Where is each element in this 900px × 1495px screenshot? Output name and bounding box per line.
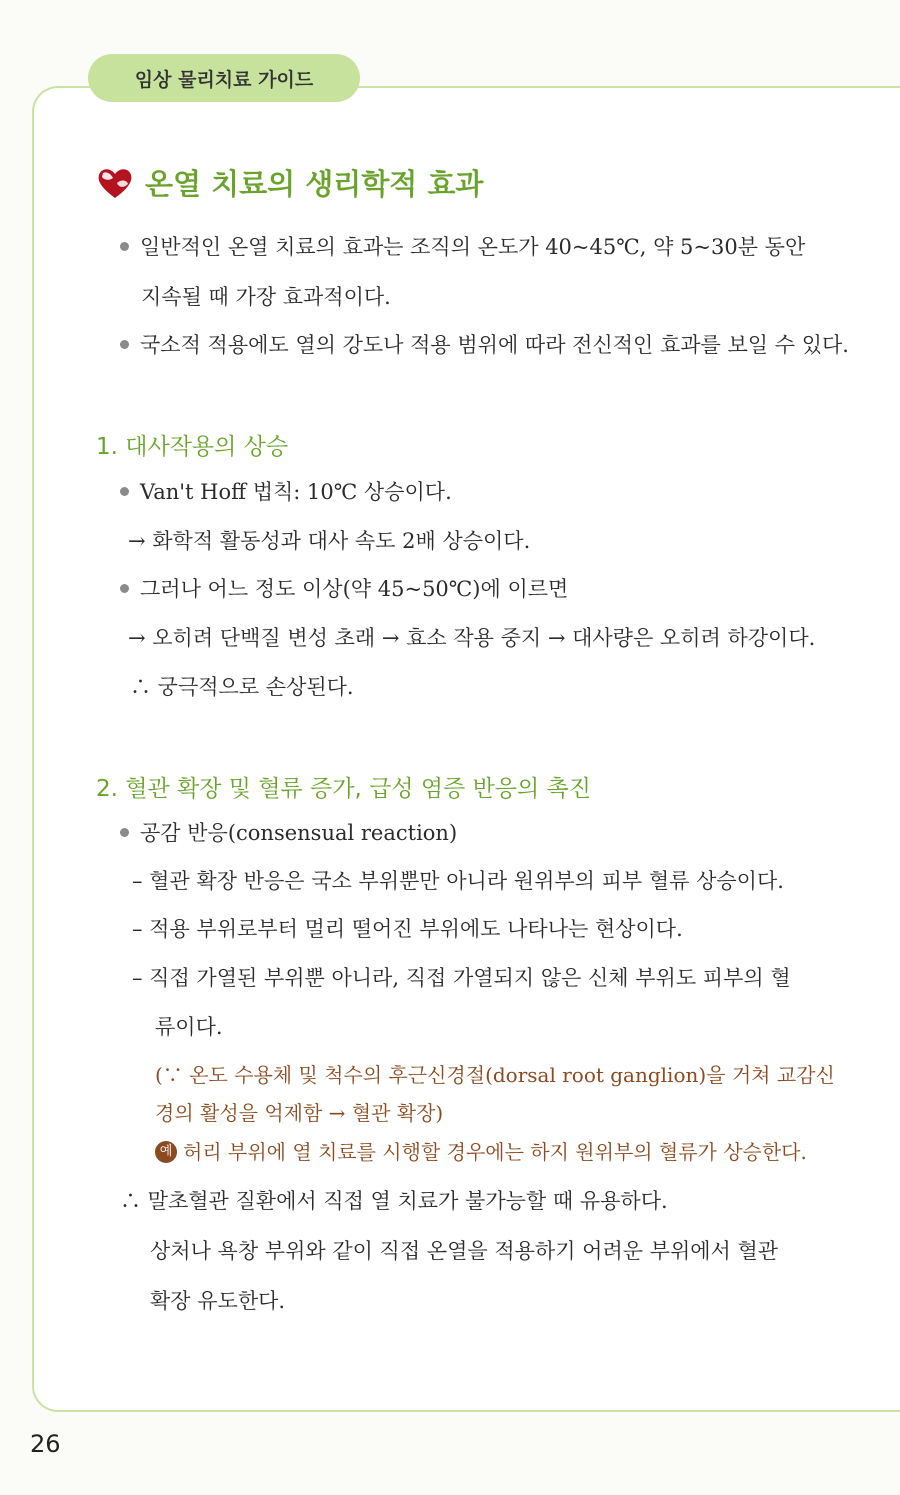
section-1-line-4: → 오히려 단백질 변성 초래 → 효소 작용 중지 → 대사량은 오히려 하강이다. (128, 626, 816, 650)
section-2-line-1-text: 공감 반응(consensual reaction) (140, 821, 458, 845)
section-1-line-1 (120, 477, 452, 507)
intro-bullet-1-text: 일반적인 온열 치료의 효과는 조직의 온도가 40~45℃, 약 5~30분 동안 (140, 235, 806, 259)
example-text: 허리 부위에 열 치료를 시행할 경우에는 하지 원위부의 혈류가 상승한다. (183, 1140, 807, 1164)
conclusion-line-1: ∴ 말초혈관 질환에서 직접 열 치료가 불가능할 때 유용하다. (120, 1189, 668, 1213)
intro-bullet-1 (120, 232, 805, 262)
section-2-line-4: – 직접 가열된 부위뿐 아니라, 직접 가열되지 않은 신체 부위도 피부의 혈 (132, 966, 791, 990)
section-2-line-2: – 혈관 확장 반응은 국소 부위뿐만 아니라 원위부의 피부 혈류 상승이다. (132, 869, 784, 893)
section-1-heading: 1. 대사작용의 상승 (96, 434, 289, 460)
section-2-line-5: 류이다. (155, 1015, 223, 1039)
section-1-line-3 (120, 574, 568, 604)
section-1-line-1-text: Van't Hoff 법칙: 10℃ 상승이다. (140, 480, 452, 504)
intro-bullet-2-text: 국소적 적용에도 열의 강도나 적용 범위에 따라 전신적인 효과를 보일 수 있다. (140, 333, 849, 357)
conclusion-line-3: 확장 유도한다. (150, 1289, 286, 1313)
section-1-line-5: ∴ 궁극적으로 손상된다. (130, 675, 354, 699)
section-2-line-1 (120, 818, 457, 848)
section-1-line-2: → 화학적 활동성과 대사 속도 2배 상승이다. (128, 529, 531, 553)
page-number: 26 (30, 1430, 61, 1458)
title-text: 온열 치료의 생리학적 효과 (145, 167, 484, 201)
section-2-line-3: – 적용 부위로부터 멀리 떨어진 부위에도 나타나는 현상이다. (132, 917, 683, 941)
note-line-1: (∵ 온도 수용체 및 척수의 후근신경절(dorsal root ganglion)을 거쳐 교감신 (155, 1063, 835, 1087)
header-tab (88, 54, 360, 102)
section-title (95, 162, 483, 203)
heart-icon (95, 165, 135, 201)
section-1-line-3-text: 그러나 어느 정도 이상(약 45~50℃)에 이르면 (140, 577, 569, 601)
example-line (155, 1137, 807, 1167)
header-tab-label: 임상 물리치료 가이드 (134, 68, 314, 91)
example-badge: 예 (155, 1141, 177, 1163)
intro-bullet-1-cont: 지속될 때 가장 효과적이다. (141, 285, 391, 309)
intro-bullet-2 (120, 330, 849, 360)
conclusion-line-2: 상처나 욕창 부위와 같이 직접 온열을 적용하기 어려운 부위에서 혈관 (150, 1239, 779, 1263)
section-2-heading: 2. 혈관 확장 및 혈류 증가, 급성 염증 반응의 촉진 (96, 776, 591, 802)
note-line-2: 경의 활성을 억제함 → 혈관 확장) (155, 1101, 444, 1125)
